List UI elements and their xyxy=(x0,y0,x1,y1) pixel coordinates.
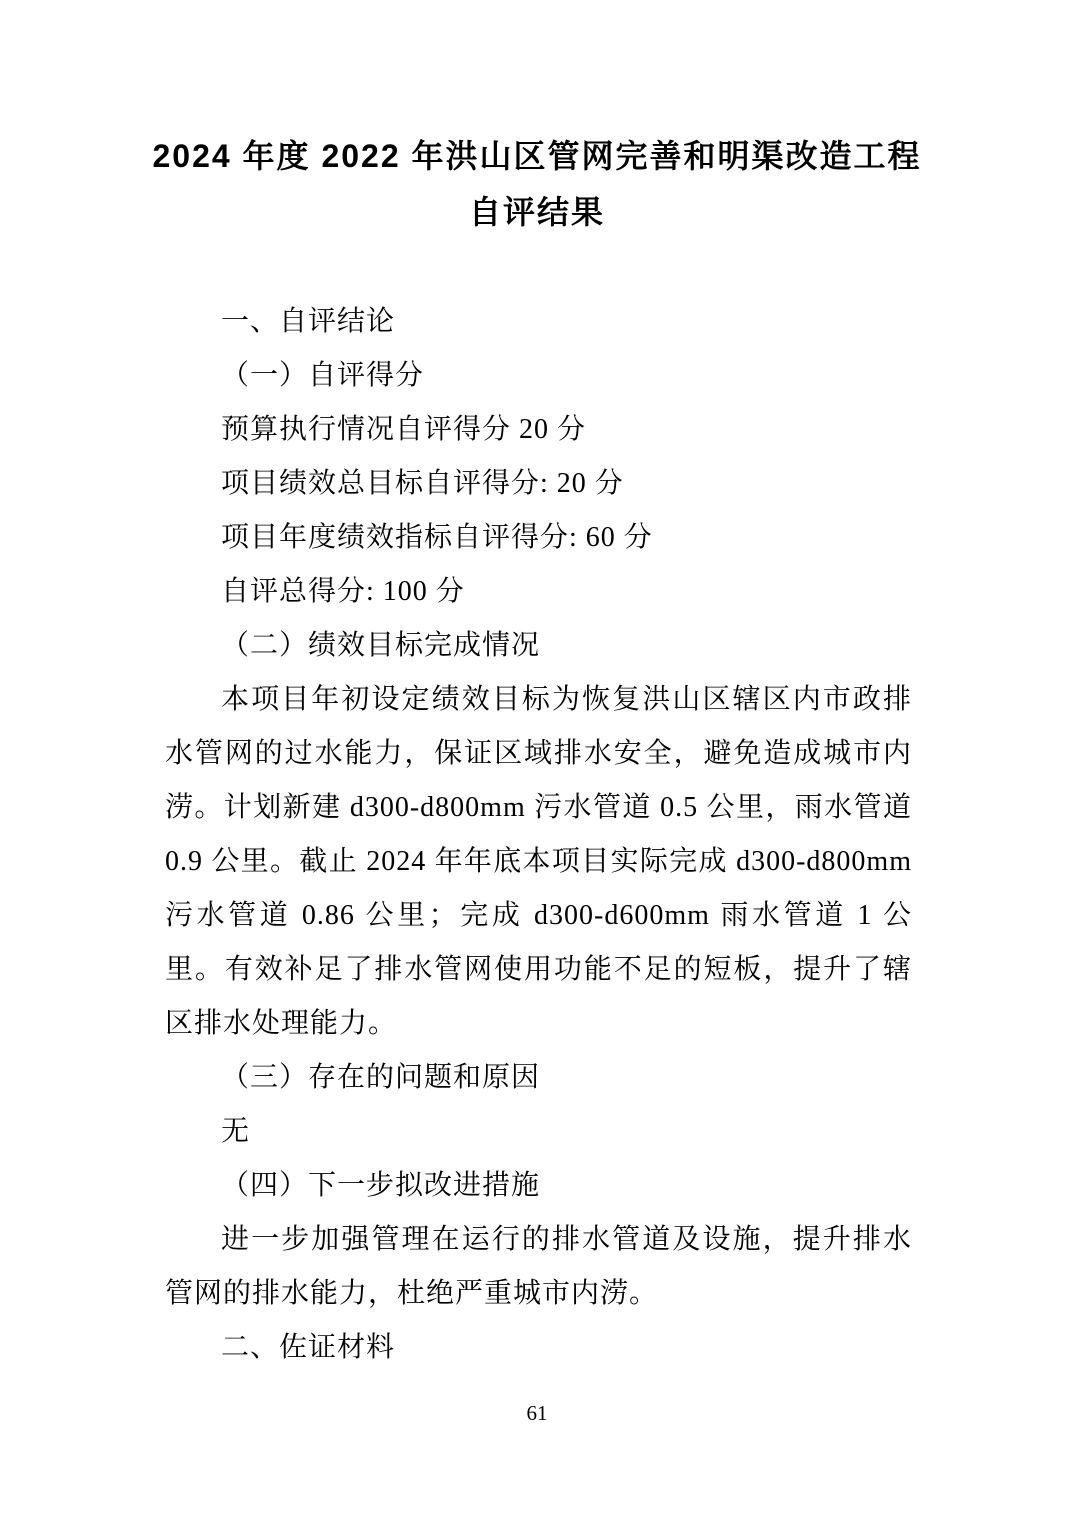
document-body xyxy=(165,295,912,1375)
paragraph-improvement-measures-details: 进一步加强管理在运行的排水管道及设施，提升排水管网的排水能力，杜绝严重城市内涝。 xyxy=(165,1224,912,1309)
subsection-heading-improvement-measures: （四）下一步拟改进措施 xyxy=(221,1170,541,1201)
score-line-annual-performance-indicator: 项目年度绩效指标自评得分: 60 分 xyxy=(221,522,653,553)
section-heading-supporting-materials: 二、佐证材料 xyxy=(221,1332,396,1363)
subsection-heading-problems-and-causes: （三）存在的问题和原因 xyxy=(221,1062,541,1093)
score-line-budget-execution: 预算执行情况自评得分 20 分 xyxy=(221,414,587,445)
paragraph-goal-completion-details: 本项目年初设定绩效目标为恢复洪山区辖区内市政排水管网的过水能力，保证区域排水安全，避免造成城市内涝。计划新建 d300-d800mm 污水管道 0.5 公里，雨水管道 0.9 公里。截止 2024 年年底本项目实际完成 d300-d800mm 污水管道 0.86 公里；完成 d300-d600mm 雨水管道 1 公里。有效补足了排水管网使用功能不足的短板，提升了辖区排水处理能力。 xyxy=(165,684,912,1039)
line-none: 无 xyxy=(221,1116,251,1147)
section-heading-self-evaluation-conclusion: 一、自评结论 xyxy=(221,306,396,337)
document-title-line2: 自评结果 xyxy=(468,194,605,230)
score-line-overall-performance-goal: 项目绩效总目标自评得分: 20 分 xyxy=(221,468,624,499)
subsection-heading-self-evaluation-score: （一）自评得分 xyxy=(221,360,425,391)
score-line-total-score: 自评总得分: 100 分 xyxy=(221,576,465,607)
document-title-line1: 2024 年度 2022 年洪山区管网完善和明渠改造工程 xyxy=(152,138,922,174)
subsection-heading-goal-completion: （二）绩效目标完成情况 xyxy=(221,630,541,661)
document-title xyxy=(80,128,994,240)
page-number: 61 xyxy=(526,1401,548,1425)
